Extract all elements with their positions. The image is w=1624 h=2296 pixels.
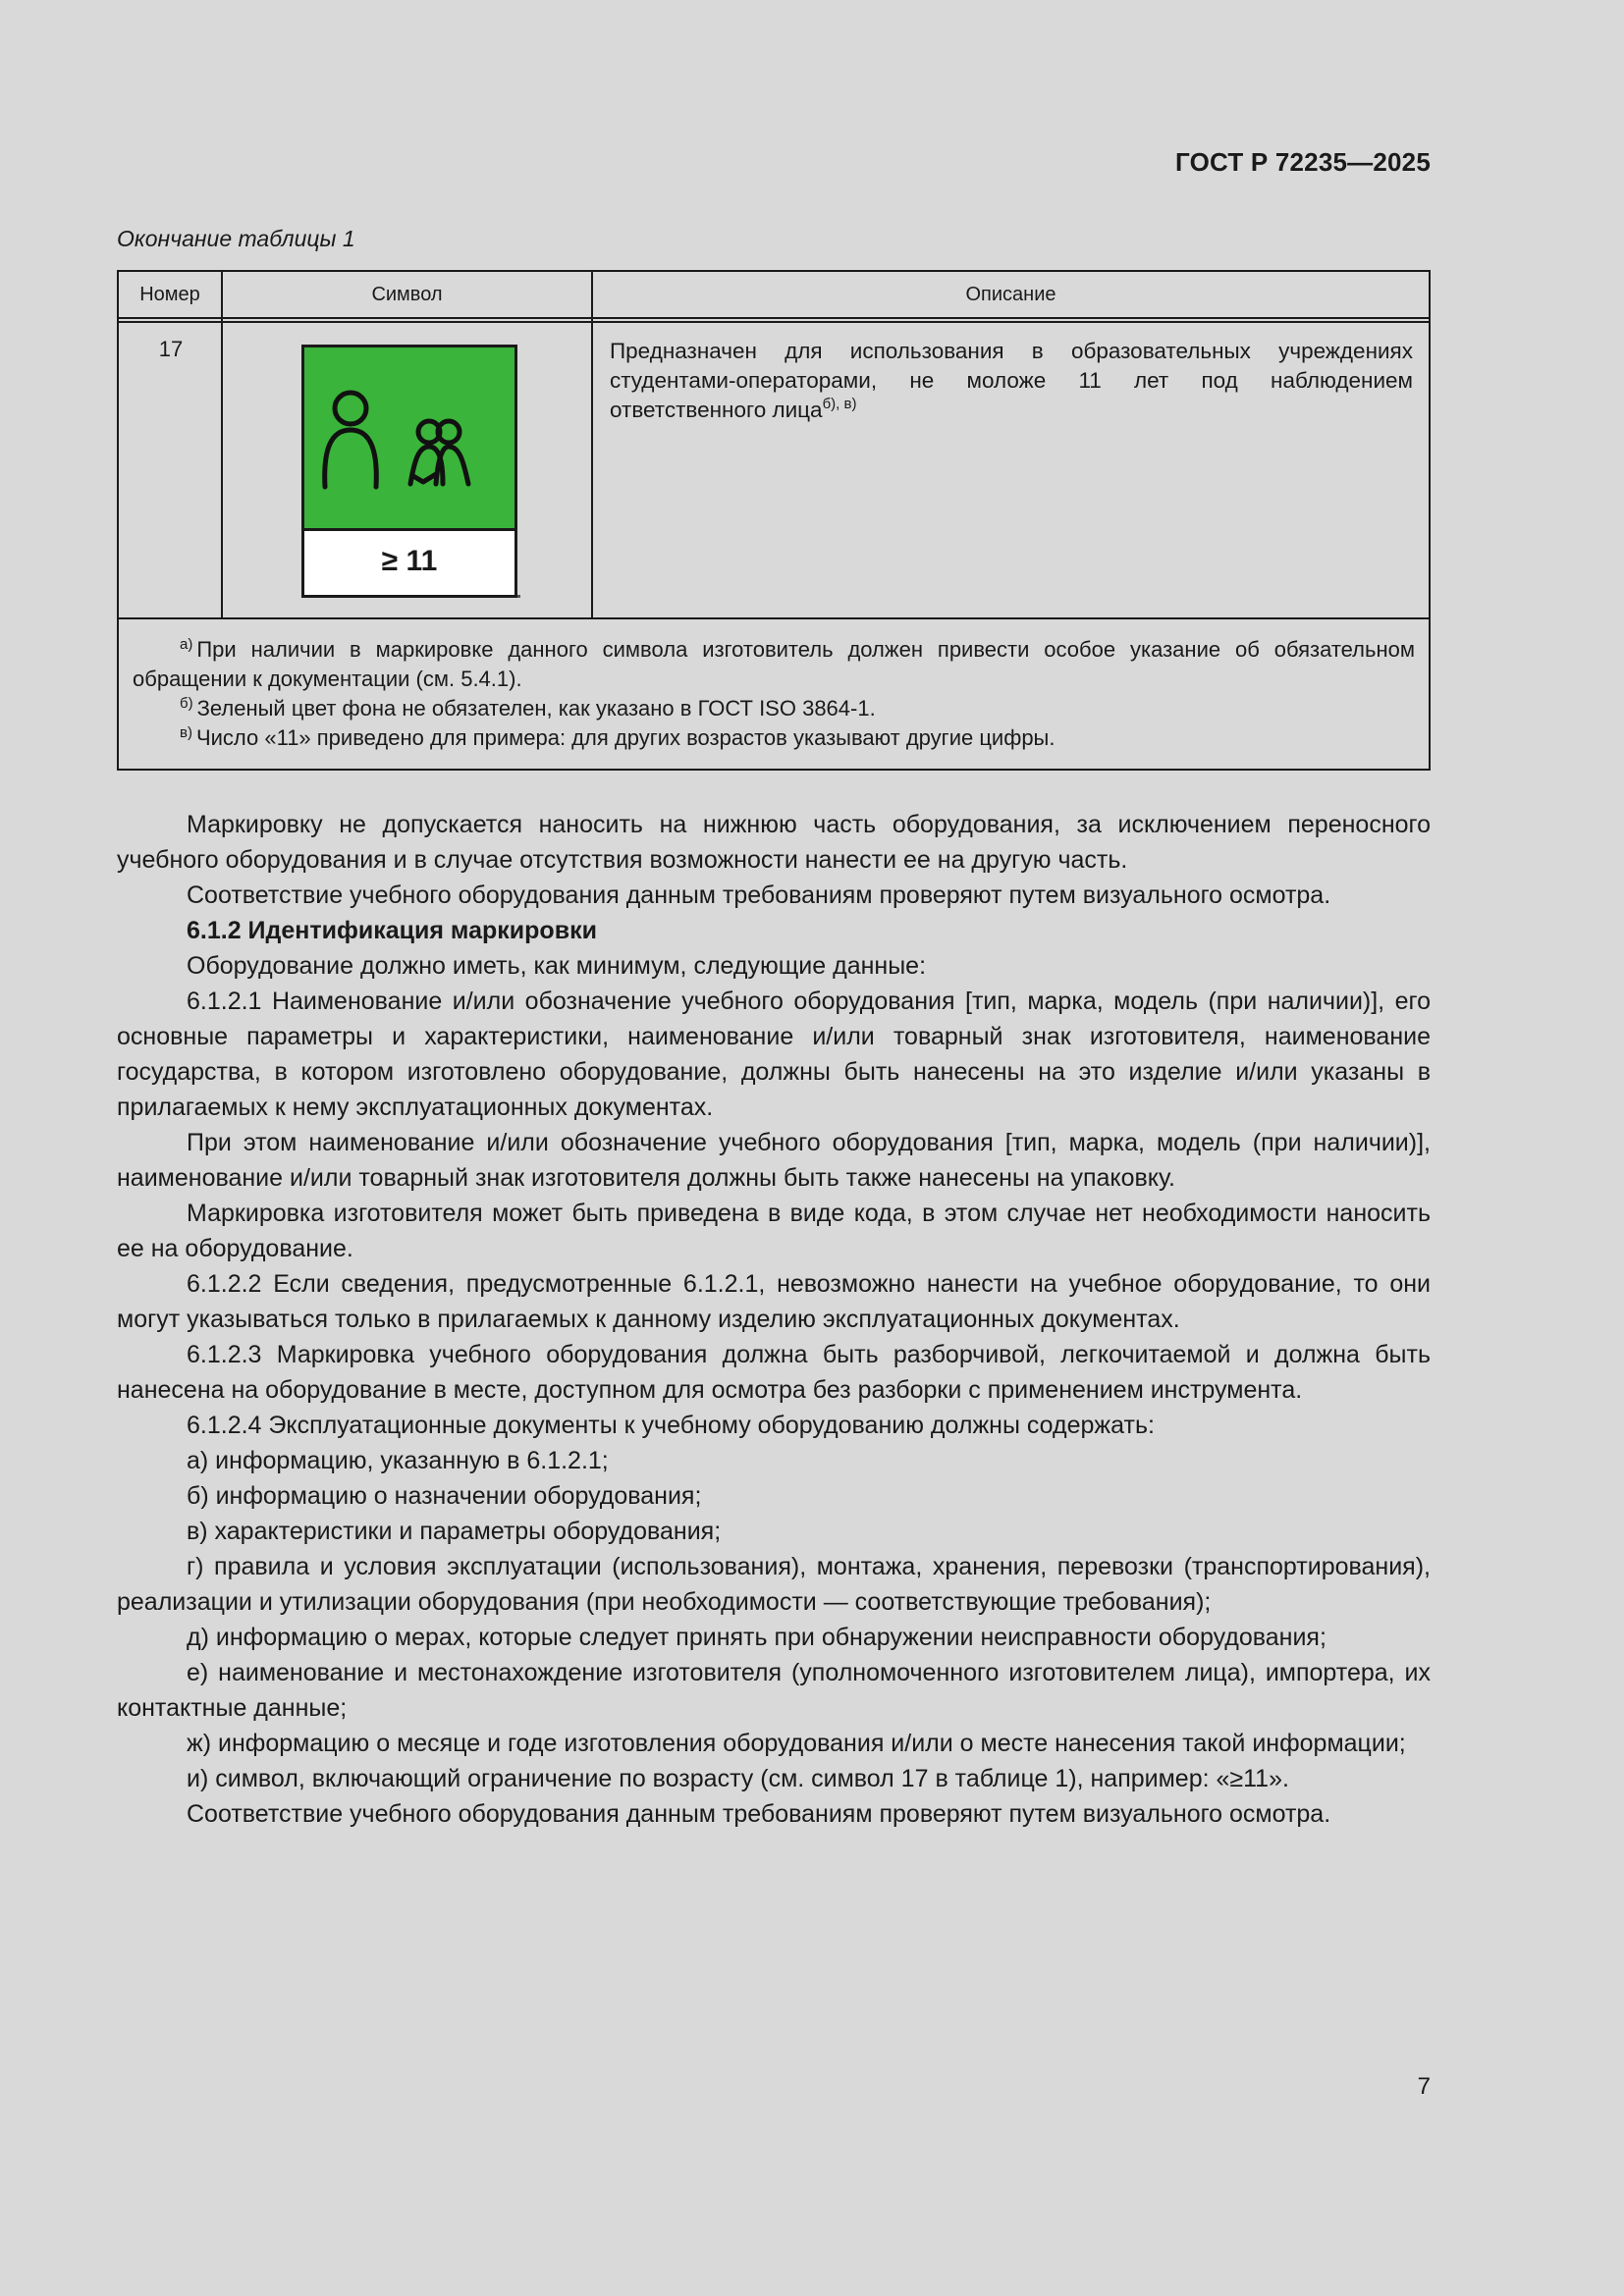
- document-code: ГОСТ Р 72235—2025: [1175, 147, 1431, 177]
- paragraph: 6.1.2.3 Маркировка учебного оборудования должна быть разборчивой, легкочитаемой и должна быть нанесена на оборудование в месте, доступном для осмотра без разборки с применением инструмента.: [117, 1341, 1431, 1404]
- paragraph: 6.1.2.1 Наименование и/или обозначение учебного оборудования [тип, марка, модель (при наличии)], его основные параметры и характеристики, наименование и/или товарный знак изготовителя, наименование государства, в котором изготовлено оборудование, должны быть нанесены на это изделие и/или указаны в прилагаемых к нему эксплуатационных документах.: [117, 988, 1431, 1121]
- footnote-mark: а): [180, 636, 193, 653]
- footnote: [133, 635, 1415, 694]
- list-item: а) информацию, указанную в 6.1.2.1;: [187, 1447, 609, 1474]
- symbol-green-field: [304, 347, 514, 531]
- footnote-text: При наличии в маркировке данного символа изготовитель должен привести особое указание об обязательном обращении к документации (см. 5.4.1).: [133, 637, 1415, 691]
- table-footnotes: [119, 635, 1429, 753]
- paragraph: Маркировка изготовителя может быть приведена в виде кода, в этом случае нет необходимости наносить ее на оборудование.: [117, 1200, 1431, 1262]
- list-item: б) информацию о назначении оборудования;: [187, 1482, 702, 1510]
- paragraph: 6.1.2.2 Если сведения, предусмотренные 6.1.2.1, невозможно нанести на учебное оборудование, то они могут указываться только в прилагаемых к данному изделию эксплуатационных документах.: [117, 1270, 1431, 1333]
- footnote: [133, 694, 1415, 723]
- list-item: в) характеристики и параметры оборудования;: [187, 1518, 722, 1545]
- paragraph: Оборудование должно иметь, как минимум, следующие данные:: [187, 952, 927, 980]
- paragraph: 6.1.2.4 Эксплуатационные документы к учебному оборудованию должны содержать:: [187, 1412, 1155, 1439]
- column-header-symbol: Символ: [371, 283, 443, 305]
- page-number: 7: [1417, 2073, 1431, 2100]
- adult-and-children-icon: [304, 347, 514, 528]
- header-divider: [119, 317, 1429, 319]
- paragraph: Соответствие учебного оборудования данным требованиям проверяют путем визуального осмотра.: [187, 881, 1331, 909]
- footnote-text: Число «11» приведено для примера: для других возрастов указывают другие цифры.: [195, 725, 1056, 750]
- table-caption: Окончание таблицы 1: [117, 226, 355, 251]
- description-footnote-refs: б), в): [822, 396, 857, 412]
- list-item: д) информацию о мерах, которые следует принять при обнаружении неисправности оборудования;: [187, 1624, 1326, 1651]
- list-item: и) символ, включающий ограничение по возрасту (см. символ 17 в таблице 1), например: «≥11».: [187, 1765, 1289, 1792]
- column-header-description: Описание: [965, 283, 1056, 305]
- paragraph: Маркировку не допускается наносить на нижнюю часть оборудования, за исключением переносного учебного оборудования и в случае отсутствия возможности нанести ее на другую часть.: [117, 811, 1431, 874]
- column-divider: [591, 272, 593, 617]
- footnote-mark: б): [180, 695, 193, 712]
- list-item: е) наименование и местонахождение изготовителя (уполномоченного изготовителем лица), импортера, их контактные данные;: [117, 1659, 1431, 1722]
- age-restriction-symbol: [301, 345, 517, 598]
- footnote-mark: в): [180, 724, 192, 741]
- row-description: [610, 337, 1413, 425]
- footnote-text: Зеленый цвет фона не обязателен, как указано в ГОСТ ISO 3864-1.: [196, 696, 876, 721]
- column-divider: [221, 272, 223, 617]
- age-label: ≥ 11: [381, 545, 438, 577]
- description-text: Предназначен для использования в образовательных учреждениях студентами-операторами, не моложе 11 лет под наблюдением ответственного лица: [610, 339, 1413, 422]
- list-item: г) правила и условия эксплуатации (использования), монтажа, хранения, перевозки (транспортирования), реализации и утилизации оборудования (при необходимости — соответствующие требования);: [117, 1553, 1431, 1616]
- column-header-number: Номер: [139, 283, 200, 305]
- header-divider: [119, 321, 1429, 323]
- footnote-divider: [119, 617, 1429, 619]
- list-item: ж) информацию о месяце и годе изготовления оборудования и/или о месте нанесения такой информации;: [187, 1730, 1406, 1757]
- footnote: [133, 723, 1415, 753]
- symbols-table: [117, 270, 1431, 771]
- section-heading: 6.1.2 Идентификация маркировки: [187, 917, 597, 944]
- row-number: 17: [158, 337, 184, 361]
- paragraph: Соответствие учебного оборудования данным требованиям проверяют путем визуального осмотра.: [187, 1800, 1331, 1828]
- paragraph: При этом наименование и/или обозначение учебного оборудования [тип, марка, модель (при наличии)], наименование и/или товарный знак изготовителя должны быть также нанесены на упаковку.: [117, 1129, 1431, 1192]
- body-text: [117, 807, 1431, 1832]
